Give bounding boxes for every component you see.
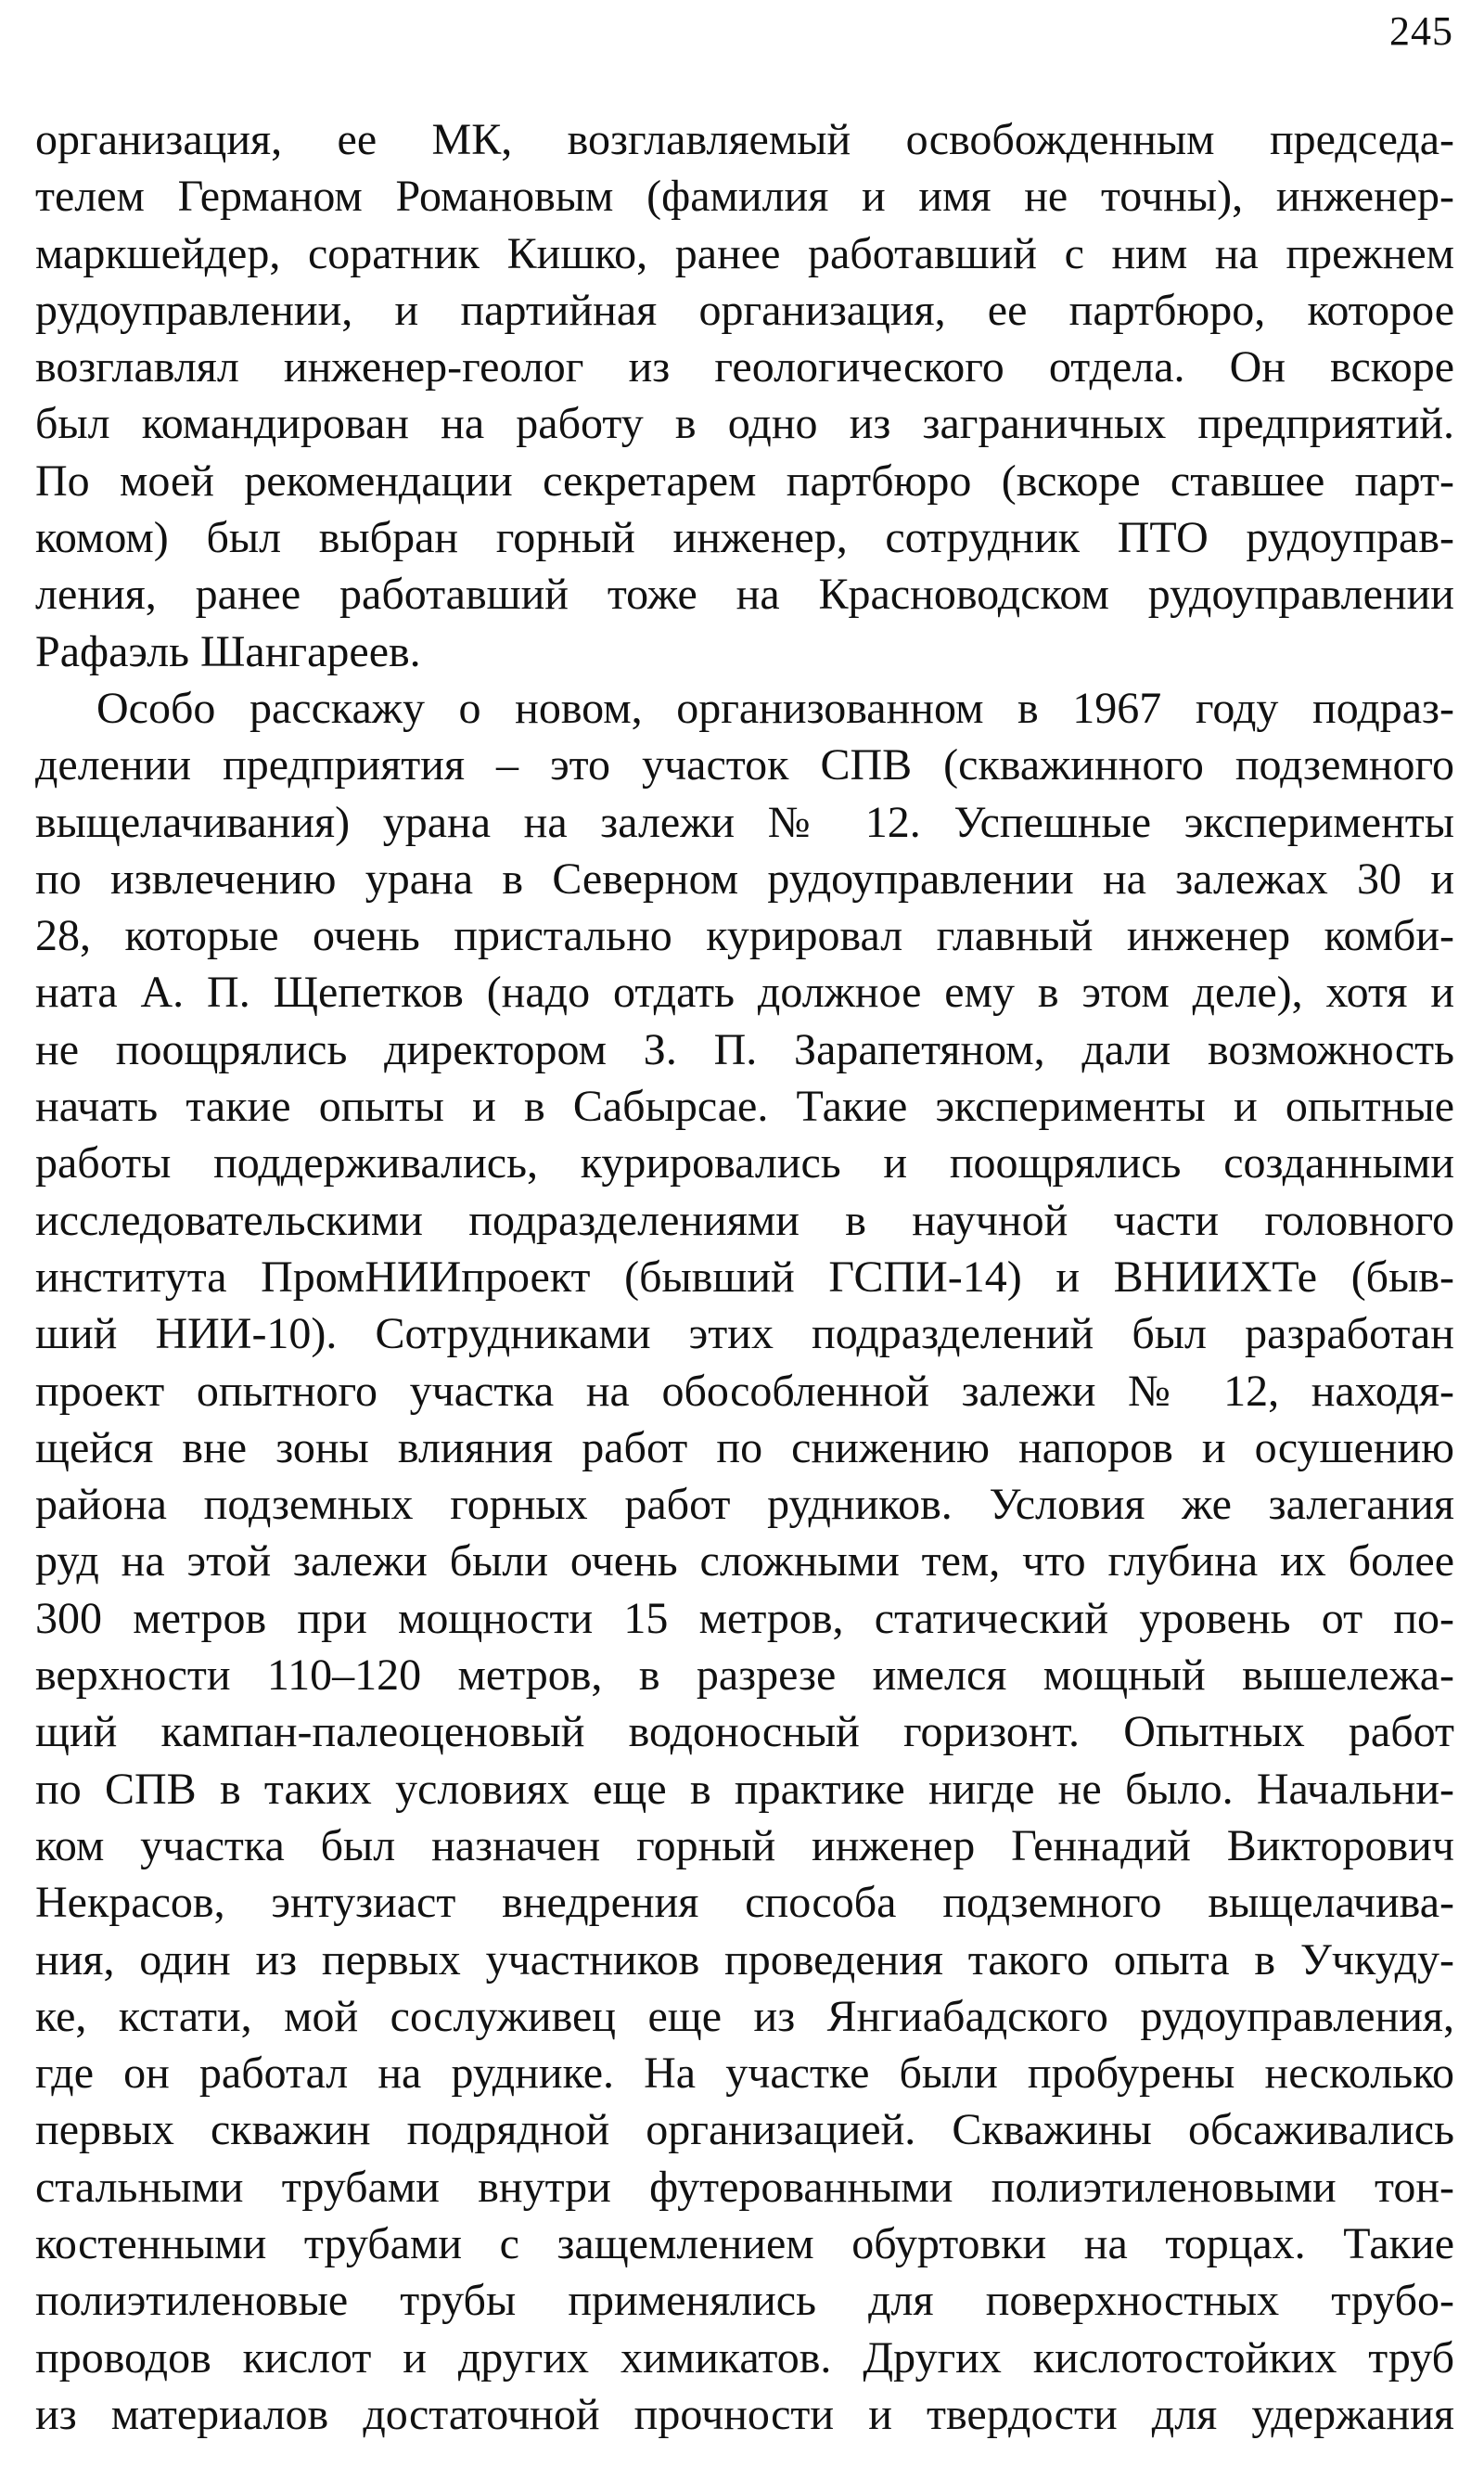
page-number: 245 xyxy=(1389,8,1453,54)
text-line: был командирован на работу в одно из заграничных предприятий. xyxy=(35,399,1454,449)
text-line: ке, кстати, мой сослуживец еще из Янгиабадского рудоуправления, xyxy=(35,1991,1454,2041)
text-line: где он работал на руднике. На участке были пробурены несколько xyxy=(35,2049,1454,2099)
text-line: рудоуправлении, и партийная организация, ее партбюро, которое xyxy=(35,285,1454,335)
text-line: полиэтиленовые трубы применялись для поверхностных трубо- xyxy=(35,2276,1454,2326)
text-line: щий кампан-палеоценовый водоносный горизонт. Опытных работ xyxy=(35,1707,1454,1757)
text-line: из материалов достаточной прочности и твердости для удержания xyxy=(35,2389,1454,2439)
text-line: проводов кислот и других химикатов. Других кислотостойких труб xyxy=(35,2332,1454,2383)
text-line: ком участка был назначен горный инженер Геннадий Викторович xyxy=(35,1820,1454,1870)
text-line: работы поддерживались, курировались и поощрялись созданными xyxy=(35,1138,1454,1188)
text-line: 300 метров при мощности 15 метров, статический уровень от по- xyxy=(35,1593,1454,1643)
text-line: института ПромНИИпроект (бывший ГСПИ-14) и ВНИИХТе (быв- xyxy=(35,1252,1454,1302)
paragraph xyxy=(35,111,1454,680)
text-line: делении предприятия – это участок СПВ (скважинного подземного xyxy=(35,740,1454,790)
text-line: 28, которые очень пристально курировал главный инженер комби- xyxy=(35,911,1454,961)
text-line: По моей рекомендации секретарем партбюро (вскоре ставшее парт- xyxy=(35,456,1454,506)
text-line: проект опытного участка на обособленной залежи № 12, находя- xyxy=(35,1366,1454,1416)
text-line: руд на этой залежи были очень сложными тем, что глубина их более xyxy=(35,1536,1454,1586)
text-line: начать такие опыты и в Сабырсае. Такие эксперименты и опытные xyxy=(35,1082,1454,1132)
text-line: первых скважин подрядной организацией. Скважины обсаживались xyxy=(35,2105,1454,2155)
text-line: выщелачивания) урана на залежи № 12. Успешные эксперименты xyxy=(35,797,1454,847)
text-line: организация, ее МК, возглавляемый освобожденным председа- xyxy=(35,115,1454,164)
text-line: стальными трубами внутри футерованными полиэтиленовыми тон- xyxy=(35,2162,1454,2212)
text-line: щейся вне зоны влияния работ по снижению напоров и осушению xyxy=(35,1422,1454,1472)
text-line: района подземных горных работ рудников. Условия же залегания xyxy=(35,1480,1454,1530)
text-line: не поощрялись директором З. П. Зарапетяном, дали возможность xyxy=(35,1024,1454,1074)
text-line: костенными трубами с защемлением обуртовки на торцах. Такие xyxy=(35,2218,1454,2268)
text-line: телем Германом Романовым (фамилия и имя не точны), инженер- xyxy=(35,172,1454,222)
text-line: Некрасов, энтузиаст внедрения способа подземного выщелачива- xyxy=(35,1878,1454,1928)
text-line: ния, один из первых участников проведения такого опыта в Учкуду- xyxy=(35,1934,1454,1984)
body-text xyxy=(35,111,1454,2443)
text-line: по СПВ в таких условиях еще в практике нигде не было. Начальни- xyxy=(35,1764,1454,1814)
text-line: исследовательскими подразделениями в научной части головного xyxy=(35,1195,1454,1245)
text-line: Рафаэль Шангареев. xyxy=(35,626,421,676)
text-line: Особо расскажу о новом, организованном в 1967 году подраз- xyxy=(96,683,1454,733)
text-line: маркшейдер, соратник Кишко, ранее работавший с ним на прежнем xyxy=(35,228,1454,278)
text-line: ната А. П. Щепетков (надо отдать должное ему в этом деле), хотя и xyxy=(35,968,1454,1018)
text-line: комом) был выбран горный инженер, сотрудник ПТО рудоуправ- xyxy=(35,513,1454,563)
text-line: ления, ранее работавший тоже на Красноводском рудоуправлении xyxy=(35,570,1454,620)
text-line: по извлечению урана в Северном рудоуправлении на залежах 30 и xyxy=(35,854,1454,904)
text-line: верхности 110–120 метров, в разрезе имелся мощный вышележа- xyxy=(35,1650,1454,1701)
text-line: возглавлял инженер-геолог из геологического отдела. Он вскоре xyxy=(35,342,1454,392)
paragraph xyxy=(35,680,1454,2443)
text-line: ший НИИ-10). Сотрудниками этих подразделений был разработан xyxy=(35,1309,1454,1359)
